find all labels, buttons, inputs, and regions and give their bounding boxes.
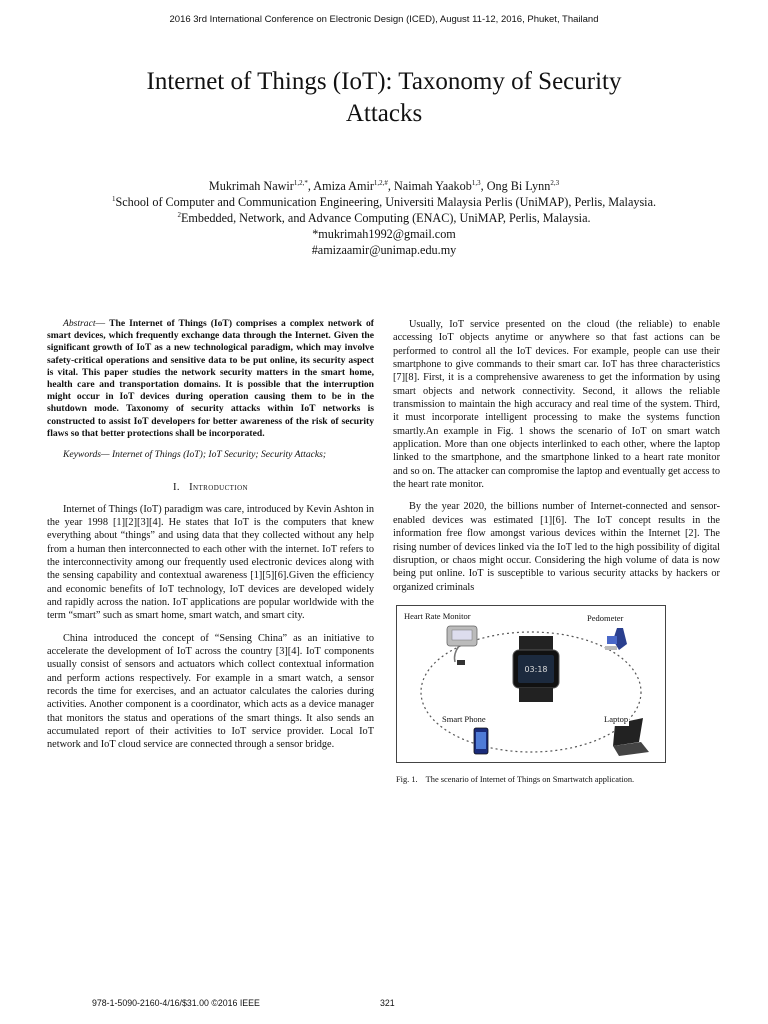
affiliation-1-mark: 1 [111, 194, 116, 203]
title-line-2: Attacks [345, 100, 423, 127]
smartwatch-icon [513, 636, 559, 702]
figure-1 [396, 605, 666, 763]
author-2: Amiza Amir [313, 179, 374, 193]
smartphone-icon [474, 728, 488, 754]
right-column [393, 318, 720, 786]
left-column [47, 318, 374, 752]
author-4: Ong Bi Lynn [486, 179, 551, 193]
caption-number: Fig. 1. [396, 774, 418, 784]
abstract [47, 318, 374, 440]
paper-title [40, 66, 728, 130]
affiliation-2-text: Embedded, Network, and Advance Computing (ENAC), UniMAP, Perlis, Malaysia. [180, 211, 591, 225]
affiliation-1-text: School of Computer and Communication Engineering, Universiti Malaysia Perlis (UniMAP), Perlis, Malaysia. [115, 195, 657, 209]
author-3: Naimah Yaakob [393, 179, 472, 193]
author-2-affil: 1,2,# [373, 178, 388, 187]
affiliation-1 [40, 194, 728, 210]
paragraph: China introduced the concept of “Sensing China” as an initiative to accelerate the development of IoT across the country [3][4]. IoT components usually consist of sensors and actuators which collect contextual information and perform actions respectively. For example in a smart watch, a sensor records the time for exercises, and an actuator calculates the calories during activities. Another component is a coordinator, which acts as a device manager that monitors the status and operations of the smart things. It also sends an accumulated report of their activities to IoT service provider. Local IoT network and IoT cloud service are connected through a sensor bridge. [47, 632, 374, 751]
email-1: *mukrimah1992@gmail.com [312, 227, 456, 241]
heart-rate-monitor-label: Heart Rate Monitor [403, 610, 472, 623]
pedometer-icon [605, 628, 627, 650]
author-4-affil: 2,3 [550, 178, 560, 187]
conference-header: 2016 3rd International Conference on Electronic Design (ICED), August 11-12, 2016, Phuket, Thailand [169, 14, 599, 25]
section-number: I. [172, 482, 180, 494]
paragraph: Internet of Things (IoT) paradigm was care, introduced by Kevin Ashton in the year 1998 [1][2][3][4]. He states that IoT is the computers that knew everything about “things” and using data that they collected without any help from a human then interconnected to each other with the internet. IoT refers to the interconnectivity among our frequently used electronic devices along with the sensing capability and contextual awareness [1][5][6].Given the efficiency and economic benefits of IoT technology, IoT devices are developed widely and rapidly across the nation. IoT applications are popular worldwide with the term “smart” such as smart home, smart watch, and smart city. [47, 503, 374, 622]
keywords [47, 449, 374, 461]
abstract-label: Abstract [63, 318, 96, 329]
laptop-label: Laptop [603, 713, 629, 726]
separator: , [387, 179, 394, 193]
separator: , [480, 179, 487, 193]
pedometer-label: Pedometer [586, 612, 624, 625]
affiliation-2-mark: 2 [177, 210, 181, 219]
keywords-label: Keywords [63, 449, 102, 461]
heart-rate-monitor-icon [447, 626, 477, 665]
paragraph: By the year 2020, the billions number of Internet-connected and sensor-enabled devices was estimated [1][6]. The IoT concept results in the information free flow amongst various devices within the Internet [2]. The rising number of devices linked via the IoT led to the high possibility of digital disruption, or chaos might occur. Considering the high volume of data is now being put online. IoT is susceptible to various security attacks by hackers or organized criminals [393, 501, 720, 593]
affiliation-2 [40, 210, 728, 226]
footer-isbn: 978-1-5090-2160-4/16/$31.00 ©2016 IEEE [92, 998, 260, 1008]
author-block [40, 178, 728, 258]
paragraph: Usually, IoT service presented on the cloud (the reliable) to enable accessing IoT objects anytime or anywhere so that fast actions can be performed to control all the IoT devices. For example, people can use their smartphone to give commands to their smart car. IoT has three characteristics [7][8]. First, it is a comprehensive awareness to get the information by using smart objects and network connectivity. Second, it allows the reliable transmission to maintain the high accuracy and real time of the system. Third, it must incorporate intelligent processing to make the systems function smartly.An example in Fig. 1 shows the scenario of IoT on smart watch application. More than one objects interlinked to each other, where the laptop linked to the smartphone, and the smartphone linked to a heart rate monitor and so on. The attacker can compromise the laptop and eventually get access to the heart rate monitor. [393, 319, 720, 491]
author-names [40, 178, 728, 194]
section-heading-introduction [47, 481, 374, 494]
page-number: 321 [380, 998, 395, 1008]
author-1: Mukrimah Nawir [208, 179, 294, 193]
section-title: Introduction [189, 482, 249, 494]
abstract-dash: — [95, 318, 110, 329]
email-2: #amizaamir@unimap.edu.my [311, 243, 457, 257]
svg-text:03:18: 03:18 [524, 664, 548, 674]
smart-phone-label: Smart Phone [441, 713, 487, 726]
figure-1-caption [396, 773, 720, 786]
abstract-text: The Internet of Things (IoT) comprises a complex network of smart devices, which frequently exchange data through the Internet. Given the significant growth of IoT as a new technological paradigm, which may involve safety-critical operations and sensitive data to be put online, its security aspect is vital. This paper studies the network security matters in the smart home, health care and transportation domains. It is possible that the interruption might occur in IoT devices during operation causing them to be in the shutdown mode. Taxonomy of security attacks within IoT networks is constructed to assist IoT developers for better awareness of the risk of security flaws so that better protections shall be incorporated. [47, 318, 374, 439]
author-3-affil: 1,3 [471, 178, 481, 187]
title-line-1: Internet of Things (IoT): Taxonomy of Security [146, 68, 622, 95]
caption-text: The scenario of Internet of Things on Smartwatch application. [425, 774, 635, 784]
separator: , [307, 179, 314, 193]
figure-illustration [397, 606, 665, 762]
author-1-affil: 1,2,* [293, 178, 308, 187]
keywords-text: — Internet of Things (IoT); IoT Security; Security Attacks; [101, 449, 327, 461]
